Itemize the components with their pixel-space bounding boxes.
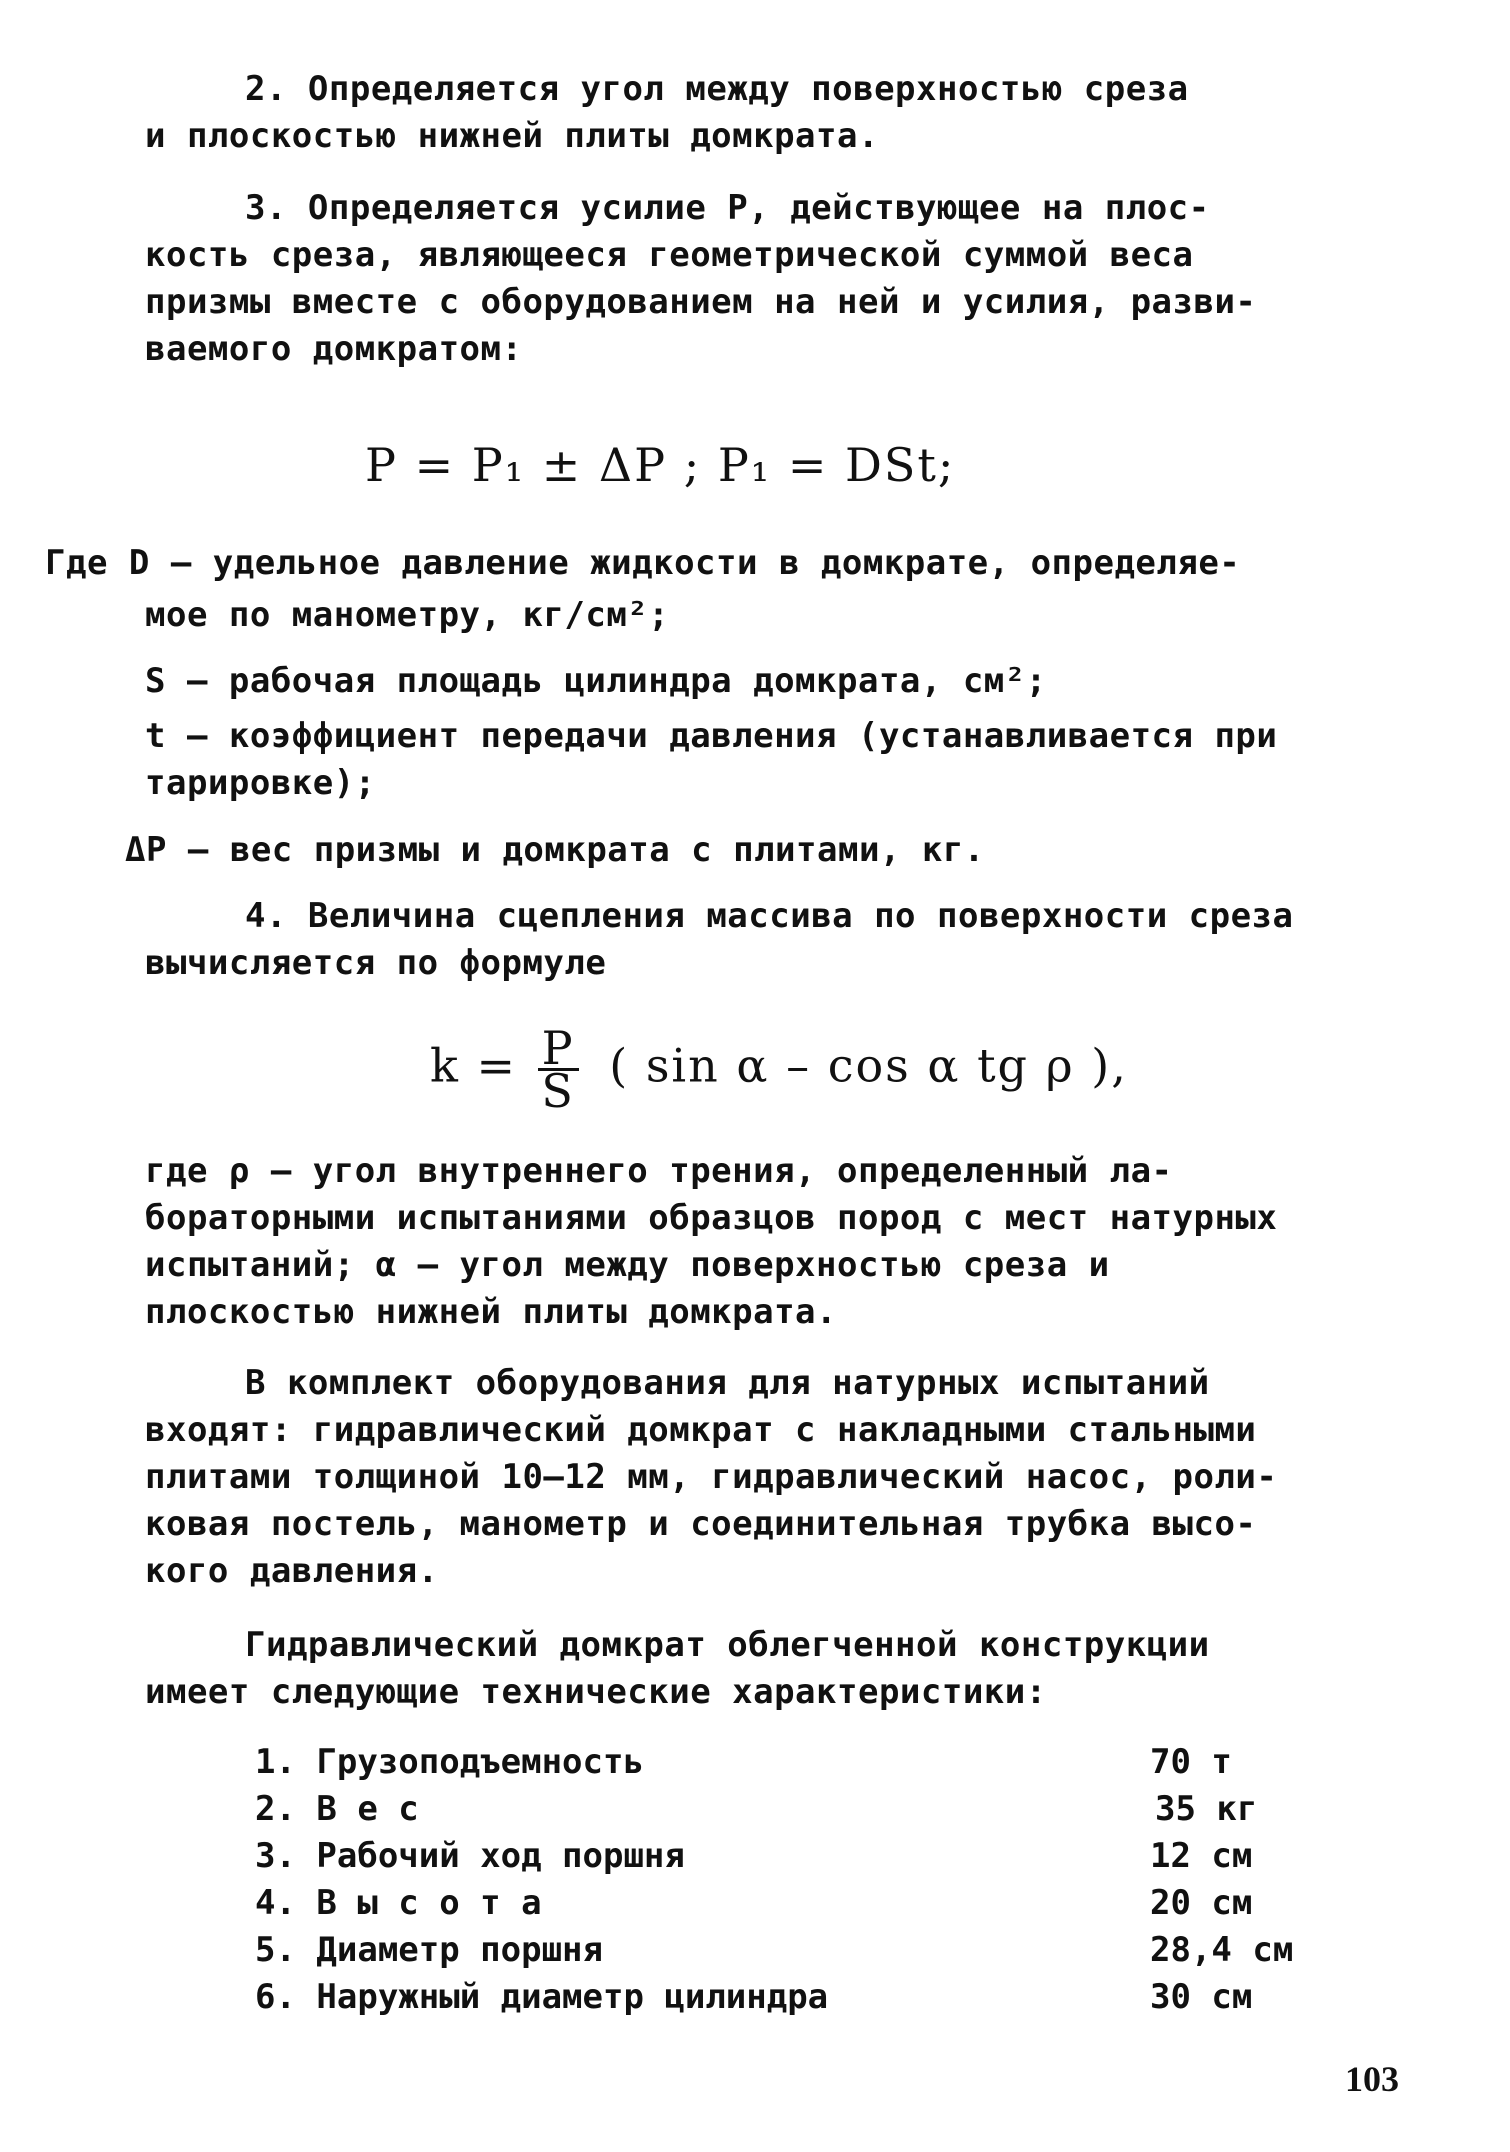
spec-label: 3. Рабочий ход поршня [255,1836,685,1876]
where-t-line-2: тарировке); [145,763,376,803]
para-6-line-2: имеет следующие технические характеристики: [145,1672,1047,1712]
para-5-line-2: входят: гидравлический домкрат с накладными стальными [145,1410,1257,1450]
para-2-line-2: и плоскостью нижней плиты домкрата. [145,116,879,156]
where-d-line-1: Где D – удельное давление жидкости в домкрате, определяе- [45,543,1241,583]
spec-value: 20 см [1150,1883,1253,1923]
formula-cohesion-lhs: k = [430,1038,518,1093]
para-3-line-2: кость среза, являющееся геометрической суммой веса [145,235,1194,275]
para-4-line-2: вычисляется по формуле [145,943,607,983]
page-number: 103 [1345,2059,1399,2099]
formula-numerator: P [538,1028,579,1071]
where-rho-line-2: бораторными испытаниями образцов пород с мест натурных [145,1198,1278,1238]
para-4-line-1: 4. Величина сцепления массива по поверхности среза [245,896,1294,936]
formula-denominator: S [541,1064,575,1118]
where-rho-line-1: где ρ – угол внутреннего трения, определенный ла- [145,1151,1173,1191]
spec-value: 12 см [1150,1836,1253,1876]
formula-cohesion-rhs: ( sin α – cos α tg ρ ), [609,1038,1128,1093]
spec-value: 30 см [1150,1977,1253,2017]
spec-label: 4. В ы с о т а [255,1883,542,1923]
para-3-line-1: 3. Определяется усилие P, действующее на плос- [245,188,1210,228]
formula-fraction [538,1021,579,1118]
spec-label: 6. Наружный диаметр цилиндра [255,1977,829,2017]
formula-force: P = P₁ ± ΔP ; P₁ = DSt; [365,438,956,492]
where-rho-line-3: испытаний; α – угол между поверхностью среза и [145,1245,1110,1285]
formula-cohesion [430,1021,1128,1118]
para-5-line-4: ковая постель, манометр и соединительная трубка высо- [145,1504,1257,1544]
where-d-line-2: мое по манометру, кг/см²; [145,595,670,635]
para-2-line-1: 2. Определяется угол между поверхностью среза [245,69,1189,109]
spec-label: 5. Диаметр поршня [255,1930,603,1970]
spec-value: 35 кг [1155,1789,1258,1829]
spec-value: 28,4 см [1150,1930,1294,1970]
where-rho-line-4: плоскостью нижней плиты домкрата. [145,1292,838,1332]
para-5-line-1: В комплект оборудования для натурных испытаний [245,1363,1210,1403]
para-5-line-5: кого давления. [145,1551,439,1591]
where-dp: ΔP – вес призмы и домкрата с плитами, кг. [125,830,985,870]
where-s: S – рабочая площадь цилиндра домкрата, см²; [145,661,1047,701]
spec-label: 2. В е с [255,1789,419,1829]
para-6-line-1: Гидравлический домкрат облегченной конструкции [245,1625,1210,1665]
para-5-line-3: плитами толщиной 10–12 мм, гидравлический насос, роли- [145,1457,1278,1497]
spec-label: 1. Грузоподъемность [255,1742,644,1782]
where-t-line-1: t – коэффициент передачи давления (устанавливается при [145,716,1278,756]
para-3-line-3: призмы вместе с оборудованием на ней и усилия, разви- [145,282,1257,322]
spec-value: 70 т [1150,1742,1232,1782]
para-3-line-4: ваемого домкратом: [145,329,523,369]
